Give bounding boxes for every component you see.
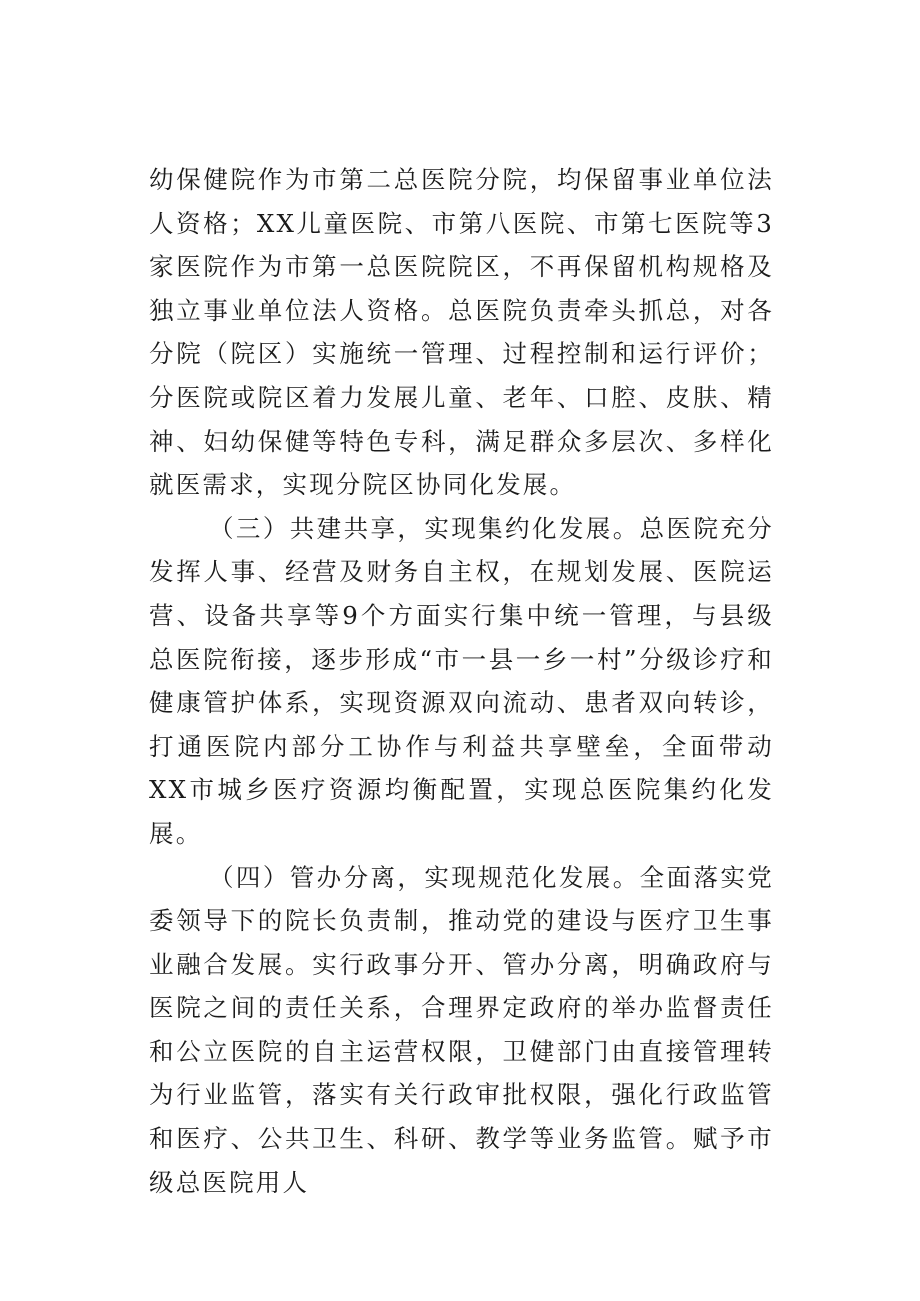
paragraph-continuation: 幼保健院作为市第二总医院分院，均保留事业单位法人资格；XX儿童医院、市第八医院、市第七医院等3家医院作为市第一总医院院区，不再保留机构规格及独立事业单位法人资格。总医院负责牵头抓总，对各分院（院区）实施统一管理、过程控制和运行评价；分医院或院区着力发展儿童、老年、口腔、皮肤、精神、妇幼保健等特色专科，满足群众多层次、多样化就医需求，实现分院区协同化发展。 (149, 165, 774, 500)
paragraph-section-three: （三）共建共享，实现集约化发展。总医院充分发挥人事、经营及财务自主权，在规划发展、医院运营、设备共享等9个方面实行集中统一管理，与县级总医院衔接，逐步形成“市一县一乡一村”分级诊疗和健康管护体系，实现资源双向流动、患者双向转诊，打通医院内部分工协作与利益共享壁垒，全面带动XX市城乡医疗资源均衡配置，实现总医院集约化发展。 (149, 513, 774, 848)
body-text (149, 158, 774, 1204)
paragraph-section-four: （四）管办分离，实现规范化发展。全面落实党委领导下的院长负责制，推动党的建设与医疗卫生事业融合发展。实行政事分开、管办分离，明确政府与医院之间的责任关系，合理界定政府的举办监督责任和公立医院的自主运营权限，卫健部门由直接管理转为行业监管，落实有关行政审批权限，强化行政监管和医疗、公共卫生、科研、教学等业务监管。赋予市级总医院用人 (149, 862, 774, 1197)
